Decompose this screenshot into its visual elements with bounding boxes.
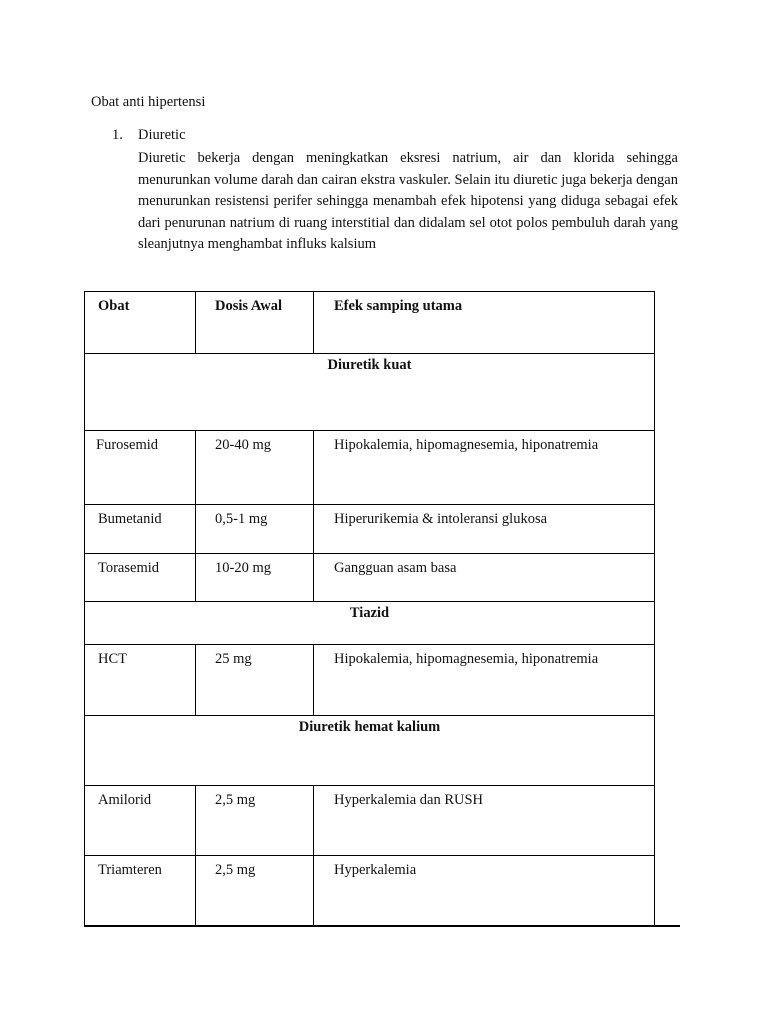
cell-obat: Furosemid [96,437,159,453]
cell-dosis: 10-20 mg [215,560,271,576]
table-row [84,785,655,856]
cell-dosis: 2,5 mg [215,862,256,878]
section-paragraph: Diuretic bekerja dengan meningkatkan eksresi natrium, air dan klorida sehingga menurunkan volume darah dan cairan ekstra vaskuler. Selain itu diuretic juga bekerja dengan menurunkan resistensi perifer sehingga menambah efek hipotensi yang diduga sebagai efek dari penurunan natrium di ruang interstitial dan didalam sel otot polos pembuluh darah yang sleanjutnya menghambat influks kalsium [138,150,678,253]
cell-efek: Hipokalemia, hipomagnesemia, hiponatremia [334,437,599,453]
cell-dosis: 0,5-1 mg [215,511,268,527]
cell-obat: Bumetanid [98,511,162,527]
cell-obat: HCT [98,651,127,667]
cell-dosis: 2,5 mg [215,792,256,808]
cell-efek: Hyperkalemia [334,862,417,878]
group-band-tiazid: Tiazid [84,601,655,645]
table-row [84,504,655,554]
cell-obat: Amilorid [98,792,152,808]
document-title: Obat anti hipertensi [91,94,206,110]
table-bottom-border [84,925,680,927]
cell-efek: Hipokalemia, hipomagnesemia, hiponatremia [334,651,599,667]
cell-dosis: 25 mg [215,651,252,667]
table-row [84,644,655,716]
header-cell-obat: Obat [98,298,130,314]
table-row [84,553,655,602]
table-header-row [84,291,655,354]
cell-efek: Hyperkalemia dan RUSH [334,792,483,808]
cell-obat: Torasemid [98,560,159,576]
list-number: 1. [112,127,123,143]
cell-efek: Gangguan asam basa [334,560,457,576]
group-band-diuretik-hemat-kalium: Diuretik hemat kalium [84,715,655,786]
header-cell-efek: Efek samping utama [313,292,654,353]
cell-efek: Hiperurikemia & intoleransi glukosa [334,511,548,527]
table-row [84,430,655,505]
group-band-diuretik-kuat: Diuretik kuat [84,353,655,431]
cell-dosis: 20-40 mg [215,437,271,453]
table-row [84,855,655,926]
header-cell-dosis: Dosis Awal [195,292,314,353]
cell-obat: Triamteren [98,862,162,878]
section-heading: Diuretic [138,127,186,143]
